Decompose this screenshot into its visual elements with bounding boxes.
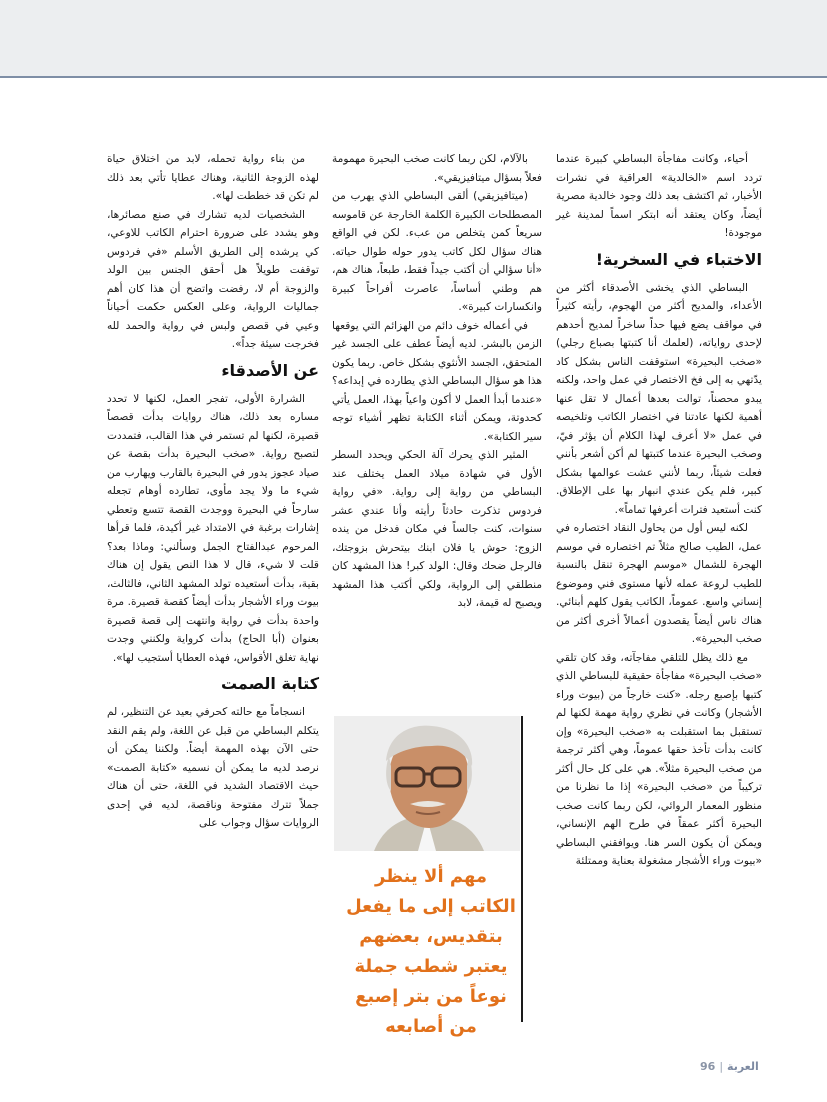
page-footer: [700, 1058, 770, 1076]
author-photo: [334, 716, 520, 851]
paragraph: الشرارة الأولى، تفجر العمل، لكنها لا تحدد مساره بعد ذلك، هناك روايات بدأت قصصاً قصيرة، لكنها لم تستمر في هذا القالب، فتمددت لتصبح رواية. «صخب البحيرة بدأت بقصة عن صياد عجوز يدور في البحيرة بالقارب ويهارب من شيء ما ولا يجد مأوى، تطارده أوهام تجعله سارحاً في البحيرة ووجدت القصة تتسع وتعطي إشارات برغبة في الامتداد غير أكيدة، فلما قرأها المرحوم عبدالفتاح الجمل وسألني: وماذا بعد؟ قلت لا شيء، قال لا هذا النص يقول إن هناك بقية، بدأت أستعيده تولد المشهد الثاني، فالثالث، بيوت وراء الأشجار بدأت أيضاً كقصة قصيرة. مرة واحدة بدأت في رواية وانتهت إلى قصة قصيرة بعنوان (أبا الحاج) بدأت كرواية ولكنني وجدت نهاية تغلق الأقواس، فهذه العطايا أستجيب لها».: [107, 392, 319, 664]
article-column-right: [556, 150, 762, 1050]
section-heading: كتابة الصمت: [220, 674, 319, 693]
paragraph: من بناء رواية تحمله، لابد من اختلاق حياة لهذه الزوجة الثانية، وهناك عطايا تأتي بعد ذلك لم تكن قد خططت لها».: [107, 153, 319, 202]
paragraph: (ميتافيزيقي) ألقى البساطي الذي يهرب من المصطلحات الكبيرة الكلمة الخارجة عن قاموسه سريعاً كمن يتخلص من عبء. لكن في الواقع هناك سؤال لكل كاتب يدور حوله طوال حياته. «أنا سؤالي أن أكتب جيداً فقط، طبعاً، هناك هم، هم وطني أساساً، عاصرت أفراحاً كبيرة وانكسارات كبيرة».: [332, 190, 542, 313]
paragraph: لكنه ليس أول من يحاول النقاد اختصاره في عمل، الطيب صالح مثلاً تم اختصاره في موسم الهجرة للشمال «موسم الهجرة تنقل بالنسبة للطيب لروعة عمله لأنها مستوى فني وموضوع إنساني واسع. عموماً، الكاتب يقول كلهم أبنائي. هناك ناس أيضاً يقصدون أعمالاً أخرى أكثر من صخب البحيرة».: [556, 522, 762, 645]
header-band: [0, 0, 827, 78]
section-heading: الاختباء في السخرية!: [595, 249, 762, 269]
pull-quote-rule: [521, 716, 523, 1022]
paragraph: في أعماله خوف دائم من الهزائم التي يوقعها الزمن بالبشر. لديه أيضاً عطف على الجسد غير المتحقق، الجسد الأنثوي بشكل خاص. ربما يكون هذا هو سؤال البساطي الذي يطارده في إبداعه؟ «عندما أبدأ العمل لا أكون واعياً بهذا، العمل يأتي كحدوتة، ويمكن أثناء الكتابة تظهر أشياء توجه سير الكتابة».: [332, 319, 542, 443]
paragraph: أحياء، وكانت مفاجأة البساطي كبيرة عندما تردد اسم «الخالدية» العراقية في نشرات الأخبار، ثم اكتشف بعد ذلك وجود خالدية مصرية أيضاً، وكان يعتقد أنه ابتكر اسماً لمدينة غير موجودة!: [556, 153, 762, 239]
paragraph: بالآلام، لكن ربما كانت صخب البحيرة مهمومة فعلاً بسؤال ميتافيزيقي».: [332, 153, 542, 184]
footer-separator: |: [719, 1060, 724, 1073]
section-heading: عن الأصدقاء: [221, 360, 319, 380]
magazine-logo: العربة: [727, 1060, 759, 1073]
page-number: 96: [700, 1060, 716, 1073]
paragraph: مع ذلك يظل للتلقي مفاجآته، وقد كان تلقي «صخب البحيرة» مفاجأة حقيقية للبساطي الذي كتبها بإصبع رجله. «كنت خارجاً من (بيوت وراء الأشجار) وكانت في نظري رواية مهمة لكنها لم تستقبل بما استقبلت به «صخب البحيرة» وإن كانت بدأت تأخذ حقها عموماً، وهي أكثر ترجمة من صخب البحيرة مثلاً». هي على كل حال أكثر تركيباً من «صخب البحيرة» إذا ما نظرنا من منظور المعمار الروائي، لكن ربما كانت صخب البحيرة أكثر عمقاً في طرح الهم الإنساني، ويمكن أن يكون السر هنا. ويوافقني البساطي «بيوت وراء الأشجار مشغولة بعناية وممتلئة: [556, 651, 762, 867]
article-column-left: [107, 150, 319, 1040]
paragraph: البساطي الذي يخشى الأصدقاء أكثر من الأعداء، والمديح أكثر من الهجوم، رأيته كثيراً في مواقف يضع فيها حداً ساخراً لمديح أحدهم لإحدى رواياته، (لعلمك أنا كتبتها بصباع رجلي) «صخب البحيرة» استوقفت الناس بشكل كاد يدّتهي به إلى فخ الاختصار في عمل واحد، ولكنه يبدو محصناً، توالت بعدها أعمال لا تقل عنها أهمية لكنها عادتنا في اختصار الكاتب وتلخيصه في عمل «لا أعرف لهذا الكلام أن يؤثر فيّ، وصخب البحيرة عندما كتبتها لم أكن أشعر بأنني فعلت شيئاً، ربما لأنني عشت عوالمها بشكل كبير، فلم يكن عندي انبهار بها على الإطلاق. كنت أستعيد فترات أعرفها تماماً».: [556, 281, 762, 516]
portrait-illustration: [334, 716, 520, 851]
article-column-middle: [332, 150, 542, 710]
pull-quote: مهم ألا ينظر الكاتب إلى ما يفعل بتقديس، بعضهم يعتبر شطب جملة نوعاً من بتر إصبع من أصابعه: [346, 866, 516, 1037]
paragraph: انسجاماً مع حالته كحرفي بعيد عن التنظير، لم يتكلم البساطي من قبل عن اللغة، ولم يقم النقد حتى الآن بهذه المهمة أيضاً. ولكننا يمكن أن نرصد لديه ما يمكن أن نسميه «كتابة الصمت» حيث الاقتصاد الشديد في اللغة، حتى أن هناك جملاً تترك مفتوحة وناقصة، لديه في إحدى الروايات سؤال وجواب على: [107, 706, 319, 829]
paragraph: الشخصيات لديه تشارك في صنع مصائرها، وهو يشدد على ضرورة احترام الكاتب للاوعي، كي يرشده إلى الطريق الأسلم «في فردوس توقفت طويلاً هل أحقق الجنس بين الولد والزوجة أم لا، رفضت واتضح أن هذا كان أهم جماليات الرواية، وعلى العكس حكمت أحياناً وعيي في قصص ولبس في رواية والحمد لله فخرجت سيئة جداً».: [107, 208, 319, 350]
paragraph: المثير الذي يحرك آلة الحكي ويحدد السطر الأول في شهادة ميلاد العمل يختلف عند البساطي من رواية إلى رواية. «في رواية فردوس تذكرت حادثاً رأيته وأنا عندي عشر سنوات، كنت جالساً في مكان فدخل من ينده الزوج: حوش يا فلان ابنك بيتحرش بزوجتك، فالرجل ضحك وقال: الولد كبر! هذا المشهد كان منطلقي إلى الرواية، ولكي أكتب هذا المشهد ويصبح له قيمة، لابد: [332, 449, 542, 609]
